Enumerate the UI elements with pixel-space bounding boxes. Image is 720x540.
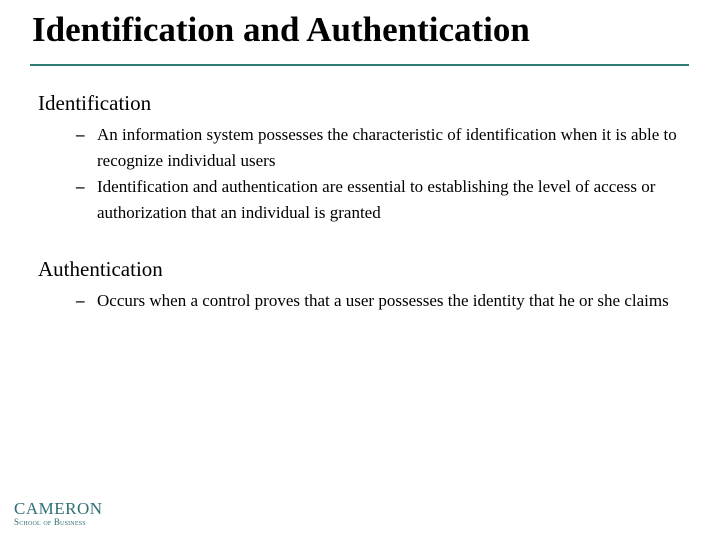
bullet-list: [38, 122, 698, 226]
section-heading: Identification: [38, 91, 152, 115]
bullet-list: [38, 288, 698, 314]
section-heading: Authentication: [38, 257, 163, 281]
section-authentication: [38, 256, 698, 314]
logo-subtitle: School of Business: [14, 517, 86, 527]
dash-bullet-icon: –: [76, 177, 85, 196]
dash-bullet-icon: –: [76, 125, 85, 144]
bullet-item: [38, 174, 698, 226]
slide-title: Identification and Authentication: [32, 10, 530, 49]
cameron-logo: [14, 499, 103, 530]
section-identification: [38, 90, 698, 226]
dash-bullet-icon: –: [76, 291, 85, 310]
title-divider: [30, 64, 689, 66]
bullet-text: Identification and authentication are essential to establishing the level of access or authorization that an individual is granted: [97, 177, 656, 222]
bullet-item: [38, 122, 698, 174]
bullet-text: Occurs when a control proves that a user possesses the identity that he or she claims: [97, 291, 669, 310]
bullet-item: [38, 288, 698, 314]
logo-name: CAMERON: [14, 499, 103, 518]
bullet-text: An information system possesses the characteristic of identification when it is able to recognize individual users: [97, 125, 677, 170]
